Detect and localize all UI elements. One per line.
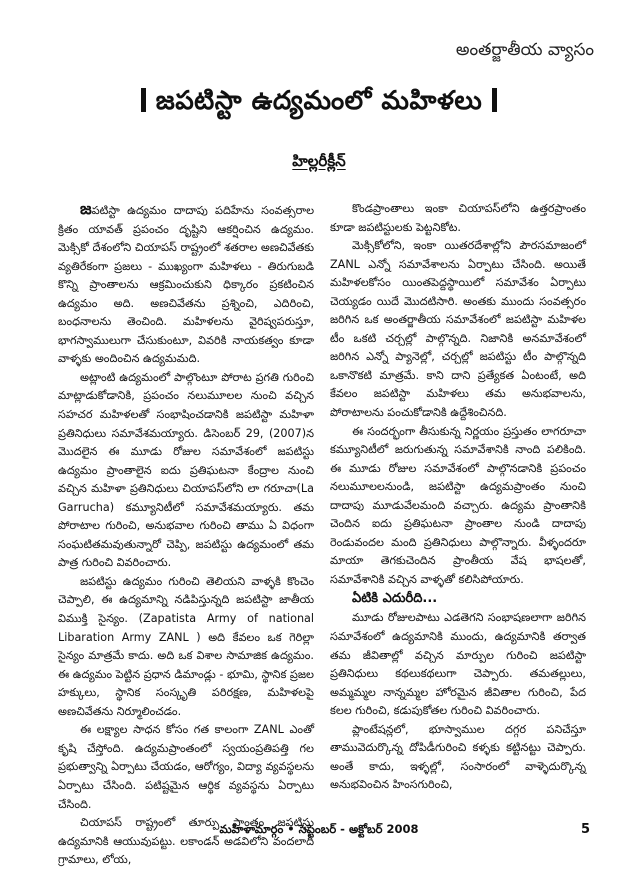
paragraph: ప్లాంటేషన్లలో, భూస్వాముల దగ్గర పనిచేస్తూ తామువెదుర్కొన్న దోపిడీగురించి కళ్ళకు కట్టినట్టు చెప్పారు. అంతే కాదు, ఇళ్ళల్లో, సంసారంలో వాళ్ళెదుర్కొన్న అనుభవించిన హింసగురించి, [330,722,586,792]
paragraph-text: పటిస్టా ఉద్యమం దాదాపు పదిహేను సంవత్సరాల క్రితం యావత్ ప్రపంచం దృష్టిని ఆకర్షించిన ఉద్యమం. మెక్సికో దేశంలోని చియాపస్ రాష్ట్రంలో శతరాల అణచివేతకు వ్యతిరేకంగా ప్రజలు - ముఖ్యంగా మహిళలు - తిరుగుబడి కొన్ని ప్రాంతాలను ఆక్రమించుకుని ధిక్కారం ప్రకటించిన ఉద్యమం అది. అణచివేతను ప్రశ్నించి, ఎదిరించి, బంధనాలను తెంచింది. మహిళలను వైరిష్వపరుస్తూ, భాగస్వాములుగా చేసుకుంటూ, వివరికి నాయకత్వం కూడా వాళ్ళకు అందించిన ఉద్యమమది. [58,204,314,366]
subheading: ఏటికి ఎదురీది... [352,591,438,607]
title-bar-right [492,88,497,112]
paragraph: మూడు రోజులపాటు ఎడతెగని సంభాషణలాగా జరిగిన సమావేశంలో ఉద్యమానికి ముందు, ఉద్యమానికి తర్వాత తమ జీవితాల్లో వచ్చిన మార్పుల గురించి జపటిస్టా ప్రతినిధులు కథలుకథలుగా చెప్పారు. తమతల్లులు, అమ్మమ్మల నాన్నమ్మల హోరమైన జీవితాల గురించి, పేద కలల గురించి, కడుపుకోతల గురించి వివరించారు. [330,611,586,718]
paragraph: జపటిస్టు ఉద్యమం గురించి తెలియని వాళ్ళకి కొంచెం చెప్పాలి, ఈ ఉద్యమాన్ని నడిపిస్తున్నది జపటిస్టా జాతీయ విముక్తి సైన్యం. (Zapatista Army of national Libaration Army ZANL ) అది కేవలం ఒక గెరిల్లా సైన్యం మాత్రమే కాదు. అది ఒక విశాల సామాజిక ఉద్యమం. ఈ ఉద్యమం పెట్టిన ప్రధాన డిమాండ్లు - భూమి, స్థానిక ప్రజల హక్కులు, స్థానిక సంస్కృతి పరిరక్షణ, మహిళలపై అణచివేతను నిర్మూలించడం. [58,574,314,718]
article-title-text: జపటిస్టా ఉద్యమంలో మహిళలు [155,86,483,116]
paragraph: ఈ లక్ష్యాల సాధన కోసం గత కాలంగా ZANL ఎంతో కృషి చేస్తోంది. ఉద్యమప్రాంతంలో స్వయంప్రతిపత్తి గల ప్రభుత్వాన్ని ఏర్పాటు చేయడం, ఆరోగ్యం, విద్యా వ్యవస్థలను ఏర్పాటు చేసింది. పటిష్టమైన ఆర్థిక వ్యవస్థను ఏర్పాటు చేసింది. [58,723,314,811]
paragraph: అట్లాంటి ఉద్యమంలో పాల్గొంటూ పోరాట ప్రగతి గురించి మాట్లాడుకోడానికి, ప్రపంచం నలుమూలల నుంచి వచ్చిన సహచర మహిళలతో సంభాషించడానికి జపటిస్టా మహిళా ప్రతినిధులు సమావేశమయ్యారు. డిసెంబర్ 29, (2007)న మొదలైన ఈ మూడు రోజుల సమావేశంలో జపటిస్టు ఉద్యమం ప్రాంతాలైన ఐదు ప్రతిఘటనా కేంద్రాల నుంచి వచ్చిన మహిళా ప్రతినిధులు చియాపస్‌లోని లా గరూచా(La Garrucha) కమ్యూనిటీలో సమావేశమయ్యారు. తమ పోరాటాల గురించి, అనుభవాల గురించి తాము ఏ విధంగా సంఘటితమవుతున్నారో చెప్పి, జపటిస్టు ఉద్యమంలో తమ పాత్ర గురించి వివరించారు. [58,370,314,570]
article-title [0,86,638,122]
drop-cap: జ [80,199,92,218]
paragraph: కొండప్రాంతాలు ఇంకా చియాపస్‌లోని ఉత్తరప్రాంతం కూడా జపటిస్టులకు పెట్టనికోట. [330,202,586,234]
page-footer [0,822,638,842]
title-bar-left [141,88,146,112]
paragraph: మెక్సికోలోని, ఇంకా యితరదేశాల్లోని పౌరసమాజంలో ZANL ఎన్నో సమావేశాలను ఏర్పాటు చేసింది. అయితే మహిళలకోసం యింతపెద్దస్థాయిలో సమావేశం ఏర్పాటు చెయ్యడం యిదే మొదటిసారి. అంతకు ముందు సంవత్సరం జరిగిన ఒక అంతర్జాతీయ సమావేశంలో జపటిస్టా మహిళల టీం ఒకటి చర్చల్లో పాల్గొన్నది. నిజానికి అనమావేశంలో జరిగిన ఎన్నో ప్యానెల్లో, చర్చల్లో జపటిస్టు టీం పాల్గొన్నది ఒకానొకటి మాత్రమే. కాని దాని ప్రత్యేకత ఏంటంటే, అది కేవలం జపటిస్టా మహిళలు తమ అనుభవాలను, పోరాటాలను పంచుకోడానికి ఉద్దేశించినది. [330,239,586,420]
paragraph: ఈ సందర్భంగా తీసుకున్న నిర్ణయం ప్రస్తుతం లాగరూచా కమ్యూనిటీలో జరుగుతున్న సమావేశానికి నాంది పలికింది. ఈ మూడు రోజుల సమావేశంలో పాల్గొనడానికి ప్రపంచం నలుమూలలనుండి, జపటిస్టా ఉద్యమప్రాంతం నుంచి దాదాపు మూడువేలమంది వచ్చారు. ఉద్యమ ప్రాంతానికి చెందిన ఐదు ప్రతిఘటనా ప్రాంతాల నుండి దాదాపు రెండువందల మంది ప్రతినిధులు పాల్గొన్నారు. వీళ్ళందరూ మాయా తెగకుచెందిన ప్రాంతీయ వేష భాషలతో, సమావేశానికి వచ్చిన వాళ్ళతో కలిసిపోయారు. [330,424,586,586]
section-tag: అంతర్జాతీయ వ్యాసం [455,40,594,60]
left-column [58,199,314,867]
article-author: హిల్లరీక్లీన్ [292,152,346,170]
paragraph: చియాపస్ రాష్ట్రంలో తూర్పు ప్రాంతం జపటిస్టు ఉద్యమానికి ఆయువుపట్టు. లకాండన్ అడవిలోని వందలాది గ్రామాలు, లోయ, [58,816,314,867]
right-column [330,200,586,792]
publication-info: మహిళామార్గం • సెప్టెంబర్ - అక్టోబర్ 2008 [219,822,419,836]
paragraph [58,200,314,369]
page-number: 5 [580,822,590,837]
